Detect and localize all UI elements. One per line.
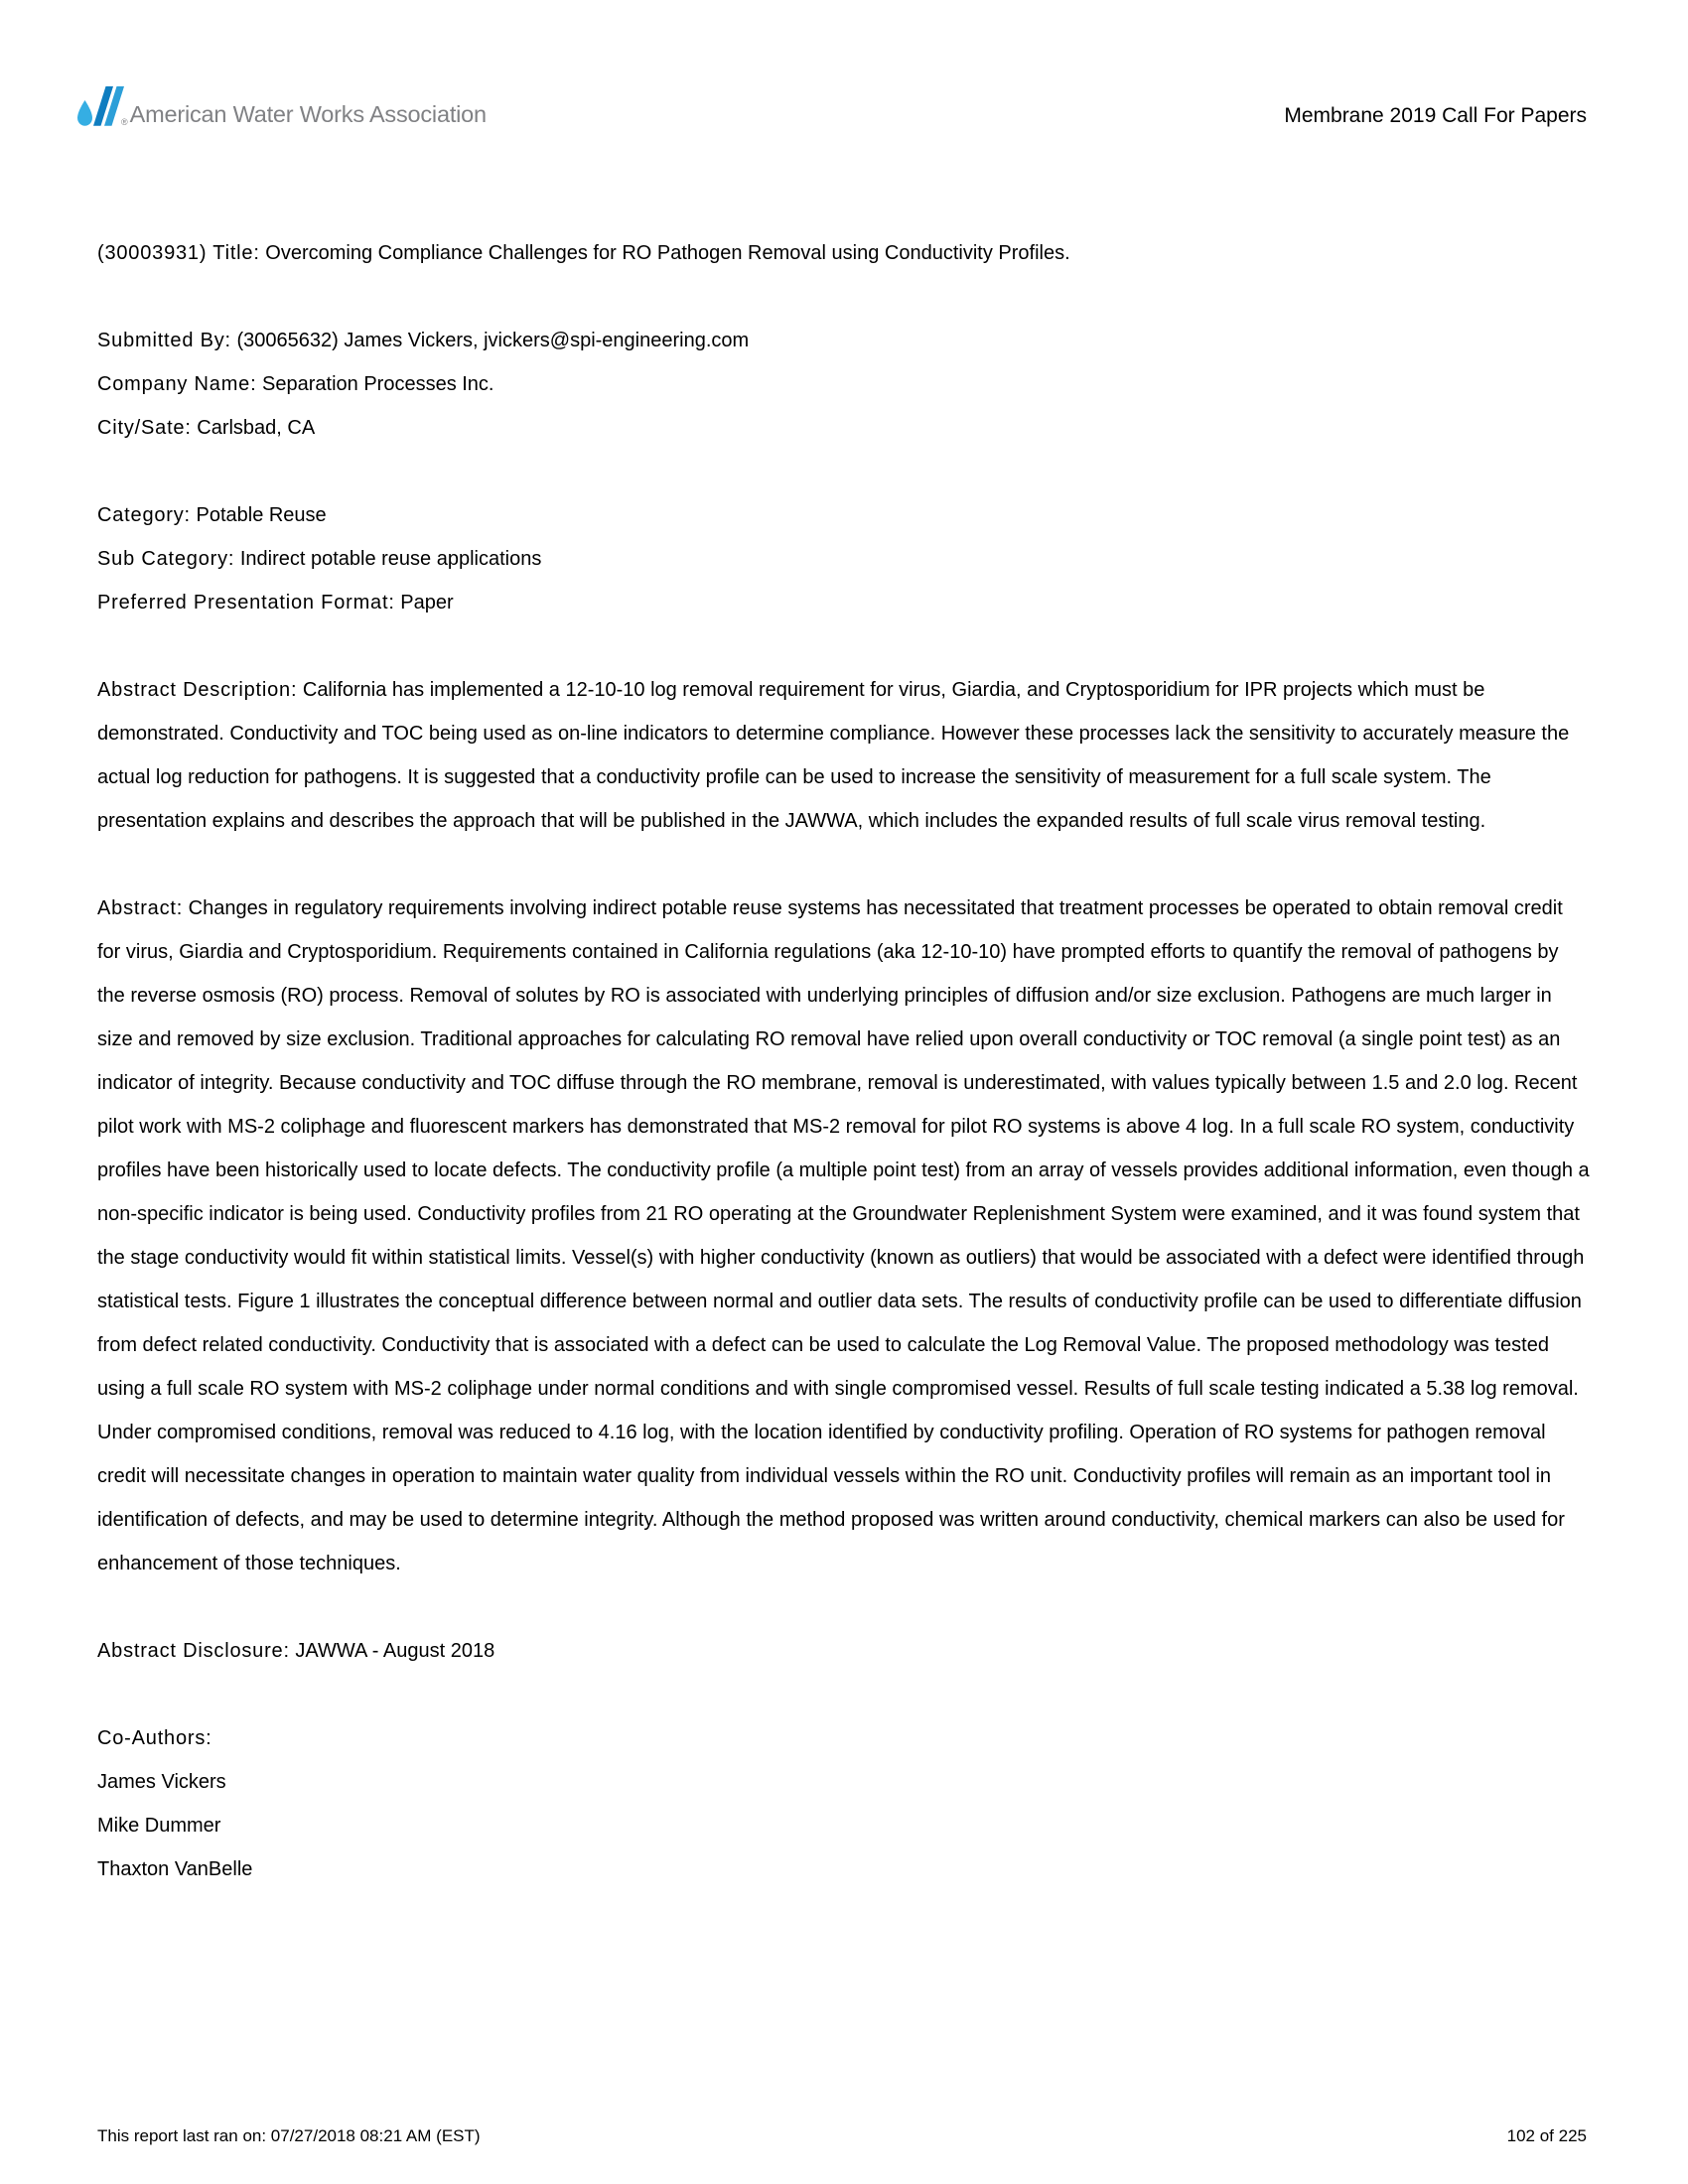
abstract-text: Changes in regulatory requirements involving indirect potable reuse systems has necessitated that treatment processes be operated to obtain removal credit for virus, Giardia and Cryptosporidium. Requirements contained in California regulations (aka 12-10-10) have prompted efforts to quantify the removal of pathogens by the reverse osmosis (RO) process. Removal of solutes by RO is associated with underlying principles of diffusion and/or size exclusion. Pathogens are much larger in size and removed by size exclusion. Traditional approaches for calculating RO removal have relied upon overall conductivity or TOC removal (a single point test) as an indicator of integrity. Because conductivity and TOC diffuse through the RO membrane, removal is underestimated, with values typically between 1.5 and 2.0 log. Recent pilot work with MS-2 coliphage and fluorescent markers has demonstrated that MS-2 removal for pilot RO systems is above 4 log. In a full scale RO system, conductivity profiles have been historically used to locate defects. The conductivity profile (a multiple point test) from an array of vessels provides additional information, even though a non-specific indicator is being used. Conductivity profiles from 21 RO operating at the Groundwater Replenishment System were examined, and it was found system that the stage conductivity would fit within statistical limits. Vessel(s) with higher conductivity (known as outliers) that would be associated with a defect were identified through statistical tests. Figure 1 illustrates the conceptual difference between normal and outlier data sets. The results of conductivity profile can be used to differentiate diffusion from defect related conductivity. Conductivity that is associated with a defect can be used to calculate the Log Removal Value. The proposed methodology was tested using a full scale RO system with MS-2 coliphage under normal conditions and with single compromised vessel. Results of full scale testing indicated a 5.38 log removal. Under compromised conditions, removal was reduced to 4.16 log, with the location identified by conductivity profiling. Operation of RO systems for pathogen removal credit will necessitate changes in operation to maintain water quality from individual vessels within the RO unit. Conductivity profiles will remain as an important tool in identification of defects, and may be used to determine integrity. Although the method proposed was written around conductivity, chemical markers can also be used for enhancement of those techniques. [97, 897, 1590, 1574]
page-footer [97, 2126, 1587, 2146]
sub-category-label: Sub Category: [97, 548, 235, 570]
abstract-record [97, 231, 1591, 1891]
report-title: Membrane 2019 Call For Papers [1284, 104, 1587, 127]
registered-trademark: ® [121, 117, 128, 127]
report-last-ran: This report last ran on: 07/27/2018 08:21 AM (EST) [97, 2126, 481, 2145]
company-name-value: Separation Processes Inc. [256, 373, 494, 395]
page-header [0, 0, 1688, 231]
abstract-description-text: California has implemented a 12-10-10 log removal requirement for virus, Giardia, and Cryptosporidium for IPR projects which must be demonstrated. Conductivity and TOC being used as on-line indicators to determine compliance. However these processes lack the sensitivity to accurately measure the actual log reduction for pathogens. It is suggested that a conductivity profile can be used to increase the sensitivity of measurement for a full scale system. The presentation explains and describes the approach that will be published in the JAWWA, which includes the expanded results of full scale virus removal testing. [97, 679, 1570, 832]
submission-title-line [97, 231, 1591, 275]
preferred-format-label: Preferred Presentation Format: [97, 592, 395, 614]
preferred-format-value: Paper [394, 592, 454, 614]
sub-category-value: Indirect potable reuse applications [234, 548, 542, 570]
awwa-logo-text: American Water Works Association [129, 100, 487, 127]
company-name-line [97, 362, 1591, 406]
abstract-disclosure-value: JAWWA - August 2018 [289, 1640, 495, 1662]
abstract-label: Abstract: [97, 897, 184, 919]
abstract-disclosure-line [97, 1629, 1591, 1673]
preferred-format-line [97, 581, 1591, 624]
co-authors-label: Co-Authors: [97, 1727, 212, 1749]
city-state-label: City/Sate: [97, 417, 192, 439]
category-line [97, 493, 1591, 537]
title-label: (30003931) Title: [97, 242, 260, 264]
city-state-line [97, 406, 1591, 450]
company-name-label: Company Name: [97, 373, 257, 395]
sub-category-line [97, 537, 1591, 581]
awwa-water-drop-icon [73, 83, 125, 133]
abstract-paragraph [97, 887, 1591, 1585]
co-author-name: Thaxton VanBelle [97, 1858, 253, 1880]
abstract-disclosure-label: Abstract Disclosure: [97, 1640, 290, 1662]
category-label: Category: [97, 504, 191, 526]
category-value: Potable Reuse [190, 504, 327, 526]
co-authors-heading [97, 1716, 1591, 1760]
co-author-name: James Vickers [97, 1771, 226, 1793]
title-value: Overcoming Compliance Challenges for RO Pathogen Removal using Conductivity Profiles. [259, 242, 1070, 264]
page-number: 102 of 225 [1506, 2126, 1587, 2145]
submitted-by-label: Submitted By: [97, 330, 231, 351]
abstract-description-paragraph [97, 668, 1591, 843]
abstract-description-label: Abstract Description: [97, 679, 298, 701]
awwa-logo [73, 83, 487, 133]
city-state-value: Carlsbad, CA [191, 417, 316, 439]
submitted-by-line [97, 319, 1591, 362]
submitted-by-value: (30065632) James Vickers, jvickers@spi-engineering.com [230, 330, 750, 351]
co-author-name: Mike Dummer [97, 1815, 221, 1837]
